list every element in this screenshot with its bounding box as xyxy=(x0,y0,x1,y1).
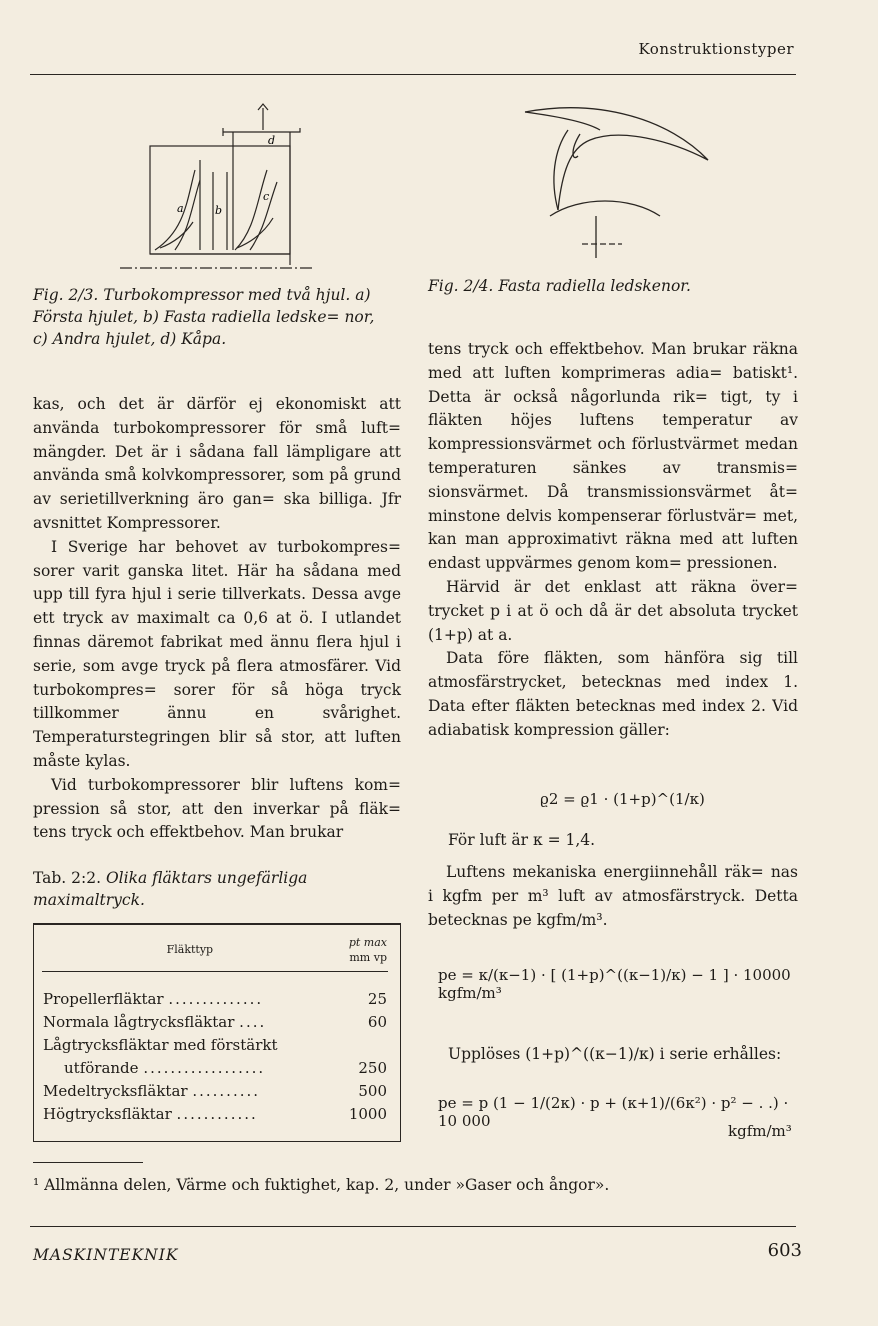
fan-type: Högtrycksfläktar xyxy=(43,1104,172,1123)
running-header: Konstruktionstyper xyxy=(638,40,794,58)
equation-density: ϱ2 = ϱ1 · (1+p)^(1/κ) xyxy=(540,790,705,808)
column-header-unit: mm vp xyxy=(349,950,387,964)
table-row xyxy=(42,1034,388,1057)
fan-pressure: 60 xyxy=(367,1012,387,1031)
footnote: ¹ Allmänna delen, Värme och fuktighet, kap. 2, under »Gaser och ångor». xyxy=(33,1176,610,1194)
fig-label-c: c xyxy=(263,190,270,203)
fan-pressure: 500 xyxy=(358,1081,387,1100)
table-row: utförande .................. 250 xyxy=(42,1057,388,1080)
fan-pressure: 25 xyxy=(367,989,387,1008)
fan-pressure xyxy=(338,1034,388,1057)
table-number: Tab. 2:2. xyxy=(33,869,102,887)
table-title xyxy=(33,867,401,911)
caption-number: Fig. 2/3. xyxy=(33,286,99,304)
kappa-value: För luft är κ = 1,4. xyxy=(448,831,596,849)
energy-definition: Luftens mekaniska energiinnehåll räk= nas i kgfm per m³ luft av atmosfärstryck. Detta betecknas pe kgfm/m³. xyxy=(428,863,798,929)
figure-guide-vanes xyxy=(510,100,730,260)
fan-type: Lågtrycksfläktar med förstärkt xyxy=(43,1035,278,1054)
table-row: Medeltrycksfläktar .......... 500 xyxy=(42,1080,388,1103)
column-header-type: Fläkttyp xyxy=(166,943,214,957)
fan-pressure: 1000 xyxy=(348,1104,387,1123)
paragraph: Härvid är det enklast att räkna över= trycket p i at ö och då är det absoluta trycket (1+p) at a. xyxy=(428,577,798,644)
fig-2-4-caption xyxy=(428,275,788,297)
figure-turbocompressor xyxy=(115,100,415,275)
paragraph: Data före fläkten, som hänföra sig till atmosfärstrycket, betecknas med index 1. Data efter fläkten betecknas med index 2. Vid adiabatisk kompression gäller: xyxy=(428,649,798,739)
paragraph: kas, och det är därför ej ekonomiskt att använda turbokompressorer för små luft= mängder. Det är i sådana fall lämpligare att använda små kolvkompressorer, som på grund av serietillverkning äro gan= ska billiga. Jfr avsnittet Kompressorer. xyxy=(33,395,401,532)
right-column xyxy=(428,338,798,743)
fig-label-b: b xyxy=(215,204,223,217)
paragraph: I Sverige har behovet av turbokompres= sorer varit ganska litet. Här ha sådana med upp till fyra hjul i serie tillverkats. Dessa avge ett tryck av maximalt ca 0,6 at ö. I utlandet finnas däremot fabrikat med ännu flera hjul i serie, som avge tryck på flera atmosfärer. Vid turbokompres= sorer för så höga tryck tillkommer ännu en svårighet. Temperaturstegringen blir så stor, att luften måste kylas. xyxy=(33,537,401,770)
fan-type: utförande xyxy=(64,1058,139,1077)
fan-type: Normala lågtrycksfläktar xyxy=(43,1012,235,1031)
footer-rule xyxy=(30,1226,796,1227)
fig-label-d: d xyxy=(268,134,276,147)
equation-series: pe = p (1 − 1/(2κ) · p + (κ+1)/(6κ²) · p² − . .) · 10 000 xyxy=(438,1094,789,1130)
fan-type: Medeltrycksfläktar xyxy=(43,1081,188,1100)
journal-name: MASKINTEKNIK xyxy=(33,1246,179,1264)
series-expansion-text: Upplöses (1+p)^((κ−1)/κ) i serie erhålles: xyxy=(448,1045,782,1063)
table-row: Högtrycksfläktar ............ 1000 xyxy=(42,1103,388,1126)
fig-label-a: a xyxy=(177,202,184,215)
paragraph: Vid turbokompressorer blir luftens kom= pression så stor, att den inverkar på fläk= tens tryck och effektbehov. Man brukar xyxy=(33,775,401,842)
fan-pressure: 250 xyxy=(358,1058,387,1077)
equation-energy: pe = κ/(κ−1) · [ (1+p)^((κ−1)/κ) − 1 ] · 10000 kgfm/m³ xyxy=(438,966,791,1002)
header-rule xyxy=(30,74,796,75)
caption-number: Fig. 2/4. xyxy=(428,277,494,295)
column-header-pressure: pt max xyxy=(348,935,387,949)
fan-type: Propellerfläktar xyxy=(43,989,164,1008)
paragraph: tens tryck och effektbehov. Man brukar räkna med att luften komprimeras adia= batiskt¹. Detta är också någorlunda rik= tigt, ty i fläkten höjes luftens temperatur av kompressionsvärmet och förlustvärmet medan temperaturen sänkes av transmis= sionsvärmet. Då transmissionsvärmet åt= minstone delvis kompenserar förlustvär= met, kan man approximativt räkna med att luften endast uppvärmes genom kom= pressionen. xyxy=(428,340,798,573)
page-number: 603 xyxy=(767,1240,802,1261)
table-row: Propellerfläktar .............. 25 xyxy=(42,988,388,1011)
caption-text: Fasta radiella ledskenor. xyxy=(498,277,691,295)
fig-2-3-caption xyxy=(33,284,393,350)
table-row: Normala lågtrycksfläktar .... 60 xyxy=(42,1011,388,1034)
caption-text: Turbokompressor med två hjul. a) Första hjulet, b) Fasta radiella ledske= nor, c) Andra hjulet, d) Kåpa. xyxy=(33,286,375,348)
left-column xyxy=(33,393,401,845)
footnote-rule xyxy=(33,1162,143,1163)
table-caption: Olika fläktars ungefärliga maximaltryck. xyxy=(33,869,308,909)
fan-pressure-table xyxy=(33,923,401,1142)
equation-unit: kgfm/m³ xyxy=(728,1122,792,1140)
